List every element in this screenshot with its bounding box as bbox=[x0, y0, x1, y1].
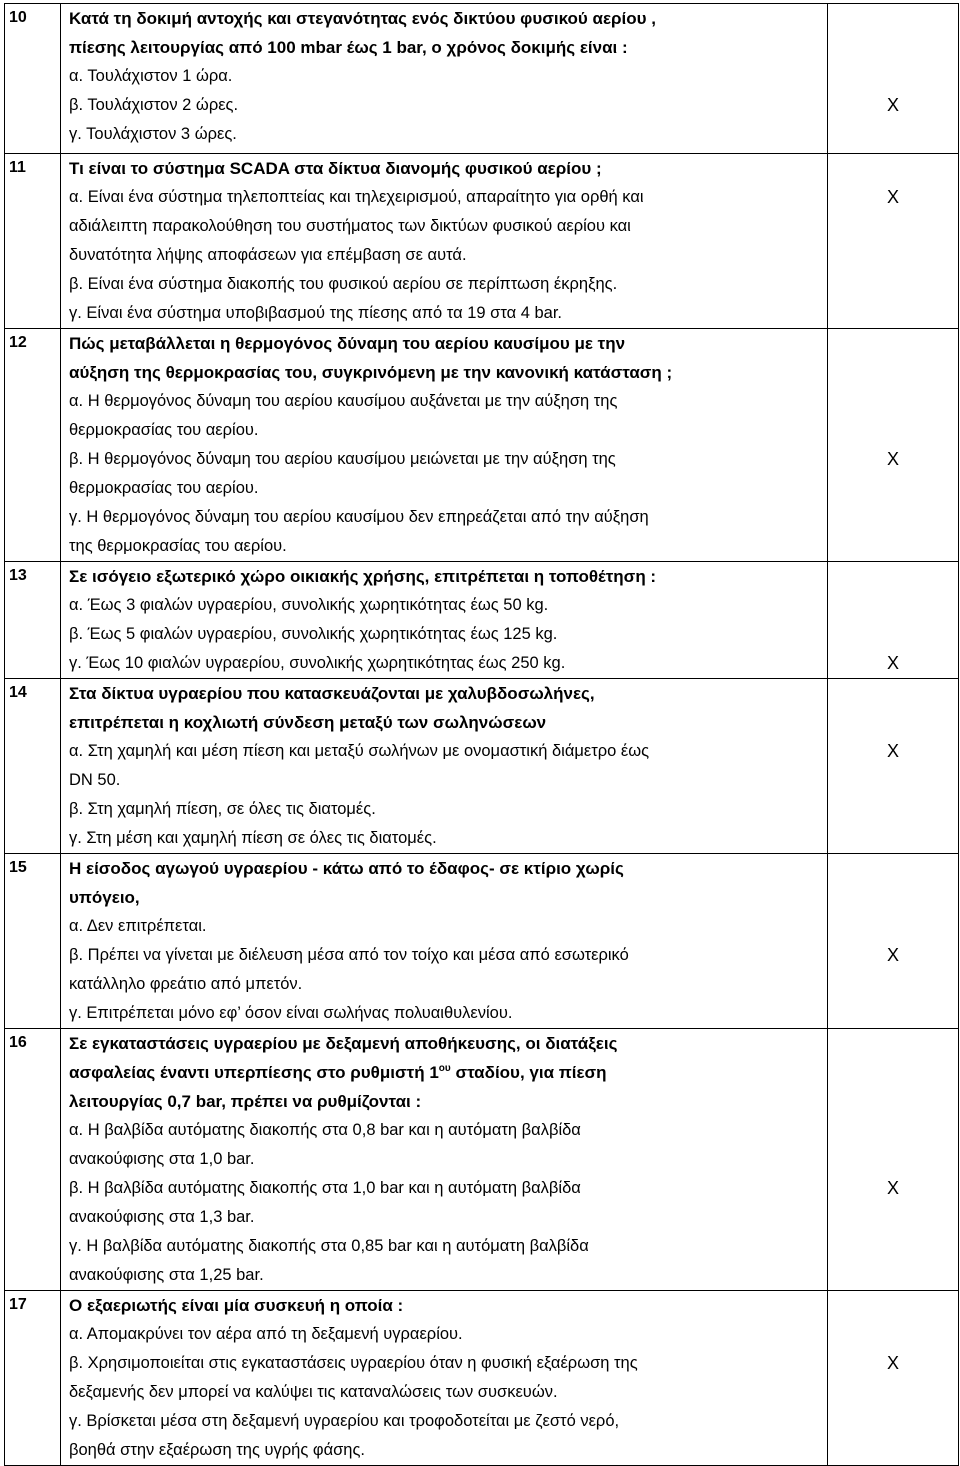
question-number-cell bbox=[5, 562, 61, 679]
question-row bbox=[5, 329, 959, 562]
answer-option-line: γ. Η βαλβίδα αυτόματης διακοπής στα 0,85 bar και η αυτόματη βαλβίδα bbox=[69, 1237, 589, 1255]
question-number-cell bbox=[5, 854, 61, 1029]
question-content bbox=[61, 679, 827, 853]
question-text-line: Κατά τη δοκιμή αντοχής και στεγανότητας ενός δικτύου φυσικού αερίου , bbox=[69, 9, 656, 28]
answer-option-line: β. Έως 5 φιαλών υγραερίου, συνολικής χωρητικότητας έως 125 kg. bbox=[69, 625, 558, 643]
correct-answer-mark: X bbox=[886, 945, 899, 965]
answer-option-line: βοηθά στην εξαέρωση της υγρής φάσης. bbox=[69, 1441, 366, 1459]
answer-option bbox=[69, 999, 821, 1028]
answer-option bbox=[69, 649, 821, 678]
question-number: 17 bbox=[9, 1296, 27, 1313]
question-text bbox=[69, 4, 821, 62]
question-number: 13 bbox=[9, 567, 27, 584]
question-number: 15 bbox=[9, 859, 27, 876]
correct-answer-cell bbox=[828, 154, 959, 329]
answer-option bbox=[69, 91, 821, 120]
question-number-cell bbox=[5, 679, 61, 854]
answer-option-line: γ. Έως 10 φιαλών υγραερίου, συνολικής χωρητικότητας έως 250 kg. bbox=[69, 654, 566, 672]
answer-option bbox=[69, 912, 821, 941]
correct-answer-mark: X bbox=[886, 449, 899, 469]
correct-answer-cell bbox=[828, 4, 959, 154]
correct-answer-mark: X bbox=[886, 1178, 899, 1198]
answer-option-line: γ. Τουλάχιστον 3 ώρες. bbox=[69, 125, 237, 143]
question-row bbox=[5, 1029, 959, 1291]
answer-option-line: κατάλληλο φρεάτιο από μπετόν. bbox=[69, 975, 303, 993]
correct-answer-mark: X bbox=[886, 187, 899, 207]
question-text bbox=[69, 154, 821, 183]
question-row bbox=[5, 854, 959, 1029]
answer-option bbox=[69, 120, 821, 149]
answer-option bbox=[69, 824, 821, 853]
question-text bbox=[69, 562, 821, 591]
question-text-line: Στα δίκτυα υγραερίου που κατασκευάζονται με χαλυβδοσωλήνες, bbox=[69, 684, 595, 703]
answer-option-line: β. Η θερμογόνος δύναμη του αερίου καυσίμου μειώνεται με την αύξηση της bbox=[69, 450, 616, 468]
answer-option bbox=[69, 183, 821, 270]
answer-option bbox=[69, 1407, 821, 1465]
question-text-line: πίεσης λειτουργίας από 100 mbar έως 1 bar, ο χρόνος δοκιμής είναι : bbox=[69, 38, 628, 57]
question-body-cell bbox=[61, 854, 828, 1029]
answer-option bbox=[69, 270, 821, 299]
question-text-line: Τι είναι το σύστημα SCADA στα δίκτυα διανομής φυσικού αερίου ; bbox=[69, 159, 602, 178]
correct-answer-mark: X bbox=[886, 95, 899, 115]
answer-option-line: δυνατότητα λήψης αποφάσεων για επέμβαση σε αυτά. bbox=[69, 246, 467, 264]
question-text-line: επιτρέπεται η κοχλιωτή σύνδεση μεταξύ των σωληνώσεων bbox=[69, 713, 547, 732]
question-text-line: υπόγειο, bbox=[69, 888, 140, 907]
answer-option-line: αδιάλειπτη παρακολούθηση του συστήματος των δικτύων φυσικού αερίου και bbox=[69, 217, 631, 235]
question-body-cell bbox=[61, 154, 828, 329]
answer-option bbox=[69, 1232, 821, 1290]
question-text bbox=[69, 1291, 821, 1320]
questions-table bbox=[4, 3, 959, 1466]
question-body-cell bbox=[61, 562, 828, 679]
question-number-cell bbox=[5, 4, 61, 154]
question-text-line: λειτουργίας 0,7 bar, πρέπει να ρυθμίζονται : bbox=[69, 1092, 422, 1111]
answer-option bbox=[69, 591, 821, 620]
question-content bbox=[61, 4, 827, 149]
question-text-line bbox=[69, 1058, 821, 1087]
answer-option-line: β. Πρέπει να γίνεται με διέλευση μέσα από τον τοίχο και μέσα από εσωτερικό bbox=[69, 946, 629, 964]
question-content bbox=[61, 854, 827, 1028]
answer-option bbox=[69, 445, 821, 503]
question-text-fragment: ασφαλείας έναντι υπερπίεσης στο ρυθμιστή 1 bbox=[69, 1063, 439, 1082]
correct-answer-cell bbox=[828, 854, 959, 1029]
answer-option-line: α. Η θερμογόνος δύναμη του αερίου καυσίμου αυξάνεται με την αύξηση της bbox=[69, 392, 618, 410]
answer-option-line: α. Απομακρύνει τον αέρα από τη δεξαμενή υγραερίου. bbox=[69, 1325, 463, 1343]
question-number: 14 bbox=[9, 684, 27, 701]
answer-option bbox=[69, 941, 821, 999]
question-number-cell bbox=[5, 154, 61, 329]
question-body-cell bbox=[61, 679, 828, 854]
question-text bbox=[69, 679, 821, 737]
answer-option bbox=[69, 1174, 821, 1232]
answer-option-line: β. Η βαλβίδα αυτόματης διακοπής στα 1,0 bar και η αυτόματη βαλβίδα bbox=[69, 1179, 581, 1197]
question-text bbox=[69, 329, 821, 387]
question-number: 16 bbox=[9, 1034, 27, 1051]
answer-option-line: γ. Στη μέση και χαμηλή πίεση σε όλες τις διατομές. bbox=[69, 829, 437, 847]
answer-option-line: γ. Επιτρέπεται μόνο εφ’ όσον είναι σωλήνας πολυαιθυλενίου. bbox=[69, 1004, 513, 1022]
answer-option bbox=[69, 1320, 821, 1349]
answer-option-line: της θερμοκρασίας του αερίου. bbox=[69, 537, 287, 555]
answer-option-line: ανακούφισης στα 1,3 bar. bbox=[69, 1208, 255, 1226]
question-number-cell bbox=[5, 329, 61, 562]
answer-option bbox=[69, 299, 821, 328]
question-number: 10 bbox=[9, 9, 27, 26]
question-content bbox=[61, 1291, 827, 1465]
question-row bbox=[5, 562, 959, 679]
correct-answer-cell bbox=[828, 1029, 959, 1291]
correct-answer-mark: X bbox=[886, 653, 899, 673]
question-row bbox=[5, 679, 959, 854]
answer-option bbox=[69, 387, 821, 445]
answer-option-line: γ. Η θερμογόνος δύναμη του αερίου καυσίμου δεν επηρεάζεται από την αύξηση bbox=[69, 508, 649, 526]
question-content bbox=[61, 329, 827, 561]
question-body-cell bbox=[61, 329, 828, 562]
answer-option-line: α. Έως 3 φιαλών υγραερίου, συνολικής χωρητικότητας έως 50 kg. bbox=[69, 596, 549, 614]
question-row bbox=[5, 1291, 959, 1466]
answer-option bbox=[69, 1349, 821, 1407]
question-body-cell bbox=[61, 1291, 828, 1466]
question-row bbox=[5, 154, 959, 329]
question-body-cell bbox=[61, 1029, 828, 1291]
question-content bbox=[61, 1029, 827, 1290]
question-content bbox=[61, 154, 827, 328]
question-row bbox=[5, 4, 959, 154]
answer-option-line: ανακούφισης στα 1,0 bar. bbox=[69, 1150, 255, 1168]
answer-option-line: θερμοκρασίας του αερίου. bbox=[69, 421, 259, 439]
question-text-line: Πώς μεταβάλλεται η θερμογόνος δύναμη του αερίου καυσίμου με την bbox=[69, 334, 626, 353]
correct-answer-cell bbox=[828, 679, 959, 854]
answer-option-line: β. Χρησιμοποιείται στις εγκαταστάσεις υγραερίου όταν η φυσική εξαέρωση της bbox=[69, 1354, 638, 1372]
answer-option-line: α. Στη χαμηλή και μέση πίεση και μεταξύ σωλήνων με ονομαστική διάμετρο έως bbox=[69, 742, 650, 760]
answer-option-line: α. Δεν επιτρέπεται. bbox=[69, 917, 207, 935]
question-number-cell bbox=[5, 1029, 61, 1291]
question-text-line: αύξηση της θερμοκρασίας του, συγκρινόμενη με την κανονική κατάσταση ; bbox=[69, 363, 673, 382]
question-number-cell bbox=[5, 1291, 61, 1466]
answer-option-line: α. Είναι ένα σύστημα τηλεποπτείας και τηλεχειρισμού, απαραίτητο για ορθή και bbox=[69, 188, 644, 206]
question-content bbox=[61, 562, 827, 678]
question-text bbox=[69, 854, 821, 912]
correct-answer-mark: X bbox=[886, 741, 899, 761]
question-text-line: Σε ισόγειο εξωτερικό χώρο οικιακής χρήσης, επιτρέπεται η τοποθέτηση : bbox=[69, 567, 657, 586]
ordinal-superscript: ου bbox=[438, 1063, 451, 1074]
answer-option-line: δεξαμενής δεν μπορεί να καλύψει τις καταναλώσεις των συσκευών. bbox=[69, 1383, 558, 1401]
answer-option bbox=[69, 1116, 821, 1174]
answer-option bbox=[69, 737, 821, 795]
correct-answer-cell bbox=[828, 329, 959, 562]
question-number: 11 bbox=[9, 159, 26, 176]
answer-option-line: β. Τουλάχιστον 2 ώρες. bbox=[69, 96, 239, 114]
answer-option bbox=[69, 62, 821, 91]
answer-option-line: θερμοκρασίας του αερίου. bbox=[69, 479, 259, 497]
question-text bbox=[69, 1029, 821, 1116]
questions-table-body bbox=[5, 4, 959, 1466]
correct-answer-mark: X bbox=[886, 1353, 899, 1373]
answer-option-line: α. Η βαλβίδα αυτόματης διακοπής στα 0,8 bar και η αυτόματη βαλβίδα bbox=[69, 1121, 581, 1139]
answer-option-line: γ. Είναι ένα σύστημα υποβιβασμού της πίεσης από τα 19 στα 4 bar. bbox=[69, 304, 563, 322]
correct-answer-cell bbox=[828, 1291, 959, 1466]
question-text-line: Σε εγκαταστάσεις υγραερίου με δεξαμενή αποθήκευσης, οι διατάξεις bbox=[69, 1034, 618, 1053]
answer-option-line: α. Τουλάχιστον 1 ώρα. bbox=[69, 67, 233, 85]
answer-option-line: γ. Βρίσκεται μέσα στη δεξαμενή υγραερίου και τροφοδοτείται με ζεστό νερό, bbox=[69, 1412, 620, 1430]
question-text-line: Ο εξαεριωτής είναι μία συσκευή η οποία : bbox=[69, 1296, 404, 1315]
answer-option-line: ανακούφισης στα 1,25 bar. bbox=[69, 1266, 264, 1284]
question-text-line: Η είσοδος αγωγού υγραερίου - κάτω από το έδαφος- σε κτίριο χωρίς bbox=[69, 859, 624, 878]
answer-option bbox=[69, 795, 821, 824]
question-text-fragment: σταδίου, για πίεση bbox=[450, 1063, 607, 1082]
correct-answer-cell bbox=[828, 562, 959, 679]
question-number: 12 bbox=[9, 334, 27, 351]
answer-option-line: β. Στη χαμηλή πίεση, σε όλες τις διατομές. bbox=[69, 800, 376, 818]
answer-option-line: DN 50. bbox=[69, 771, 121, 789]
answer-option bbox=[69, 620, 821, 649]
question-body-cell bbox=[61, 4, 828, 154]
answer-option-line: β. Είναι ένα σύστημα διακοπής του φυσικού αερίου σε περίπτωση έκρηξης. bbox=[69, 275, 618, 293]
answer-option bbox=[69, 503, 821, 561]
